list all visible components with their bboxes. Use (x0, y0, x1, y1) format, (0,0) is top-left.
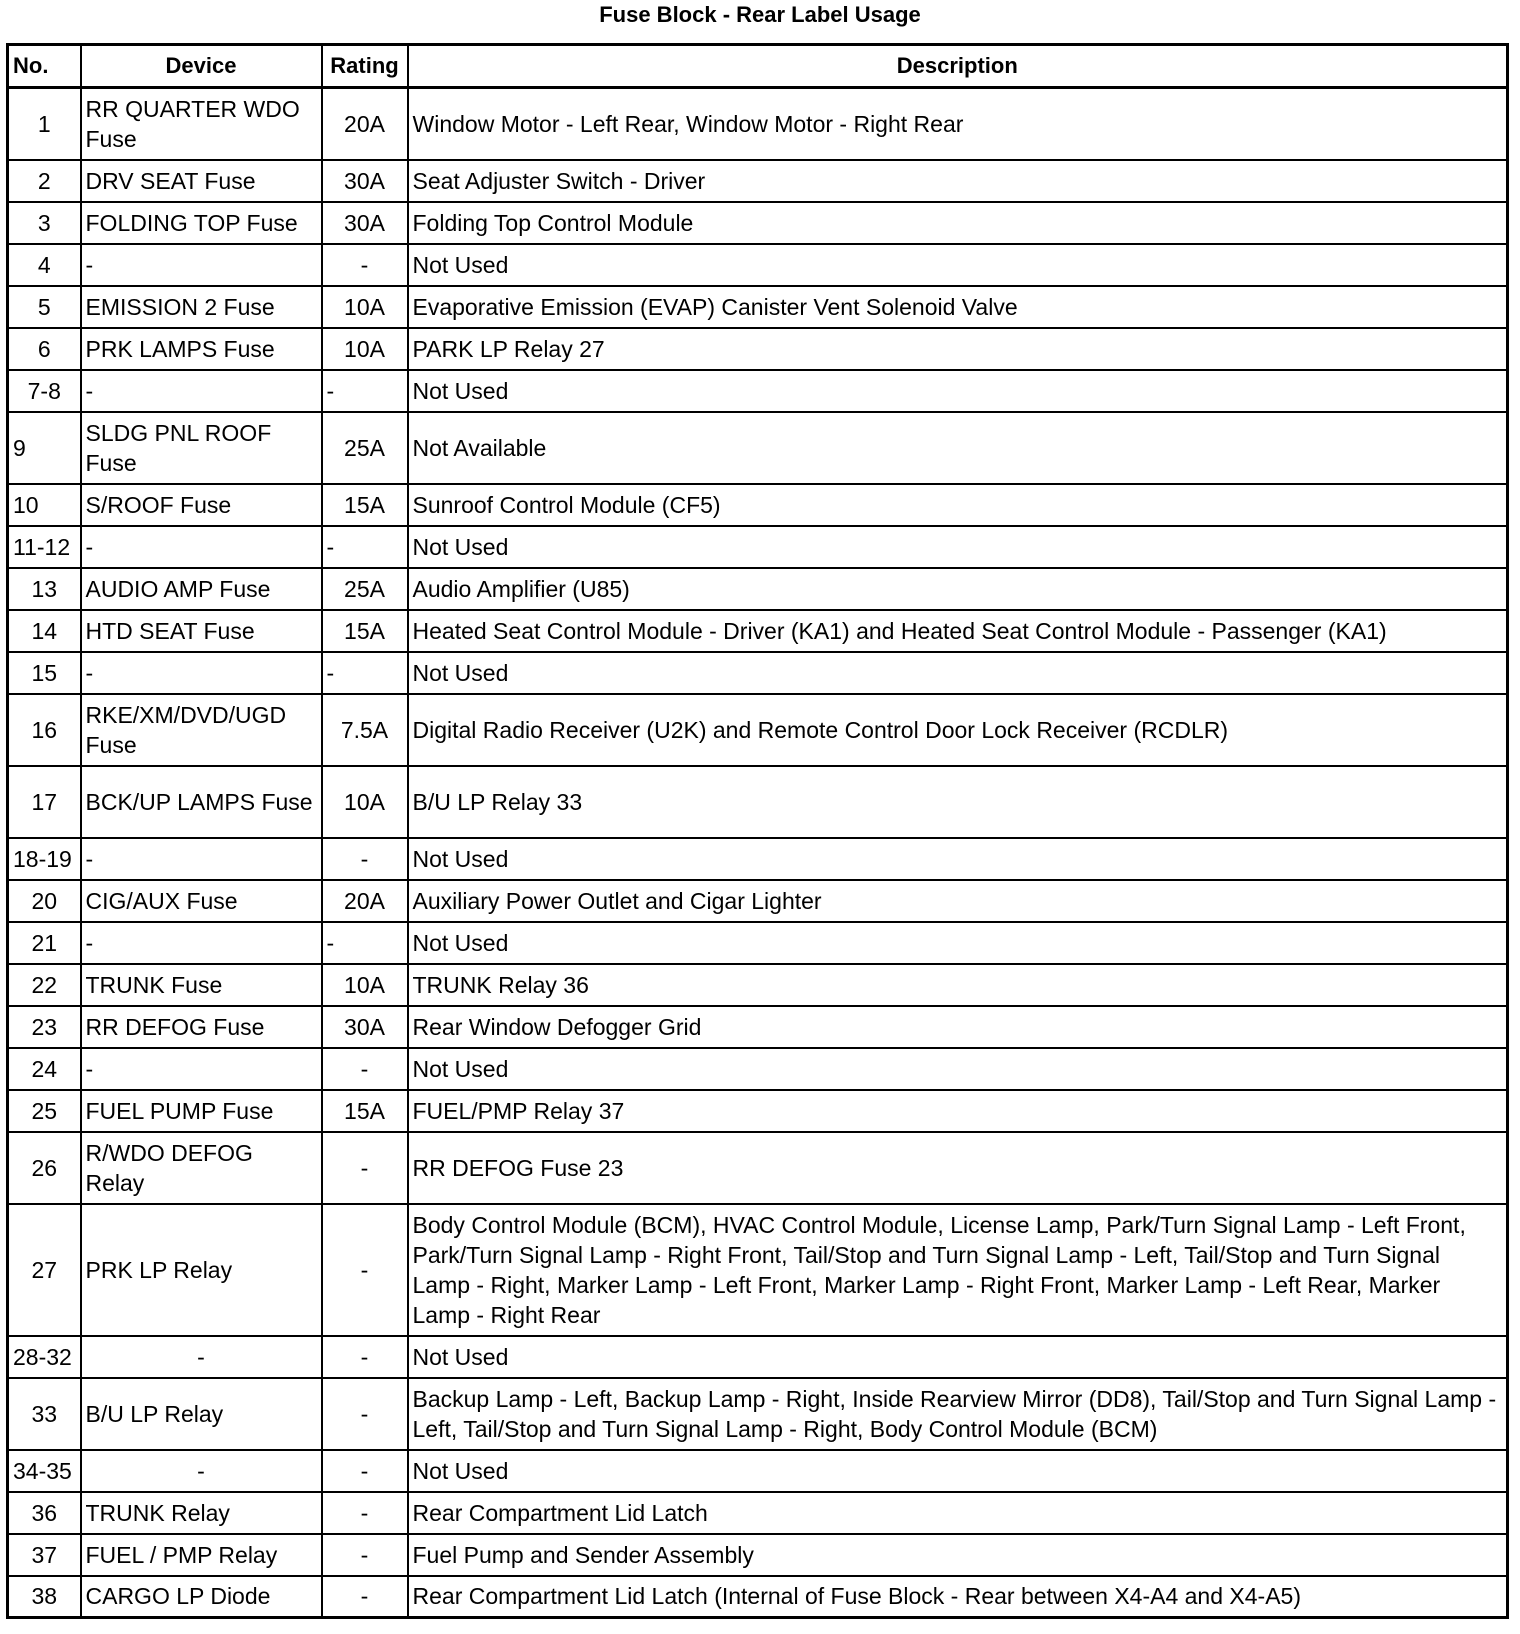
cell-device: AUDIO AMP Fuse (81, 568, 322, 610)
cell-no: 16 (8, 694, 81, 766)
header-row (8, 45, 1508, 88)
table-row (8, 1378, 1508, 1450)
cell-description: Not Used (408, 838, 1508, 880)
table-title: Fuse Block - Rear Label Usage (599, 2, 921, 27)
table-row (8, 202, 1508, 244)
table-row (8, 1450, 1508, 1492)
table-row (8, 694, 1508, 766)
cell-rating: - (322, 652, 408, 694)
cell-no: 28-32 (8, 1336, 81, 1378)
cell-rating: - (322, 838, 408, 880)
cell-device: - (81, 1450, 322, 1492)
cell-description: Digital Radio Receiver (U2K) and Remote Control Door Lock Receiver (RCDLR) (408, 694, 1508, 766)
cell-description: Not Used (408, 922, 1508, 964)
cell-rating: 10A (322, 766, 408, 838)
cell-no: 13 (8, 568, 81, 610)
cell-device: CIG/AUX Fuse (81, 880, 322, 922)
table-body (8, 88, 1508, 1618)
cell-no: 36 (8, 1492, 81, 1534)
cell-device: RKE/XM/DVD/UGD Fuse (81, 694, 322, 766)
cell-rating: - (322, 1048, 408, 1090)
table-row (8, 160, 1508, 202)
cell-device: HTD SEAT Fuse (81, 610, 322, 652)
cell-description: Not Used (408, 1450, 1508, 1492)
table-row (8, 1132, 1508, 1204)
cell-device: - (81, 526, 322, 568)
cell-description: RR DEFOG Fuse 23 (408, 1132, 1508, 1204)
column-header-no: No. (8, 45, 81, 88)
table-row (8, 484, 1508, 526)
cell-no: 18-19 (8, 838, 81, 880)
cell-no: 33 (8, 1378, 81, 1450)
cell-device: TRUNK Relay (81, 1492, 322, 1534)
cell-device: - (81, 370, 322, 412)
table-row (8, 766, 1508, 838)
cell-description: Fuel Pump and Sender Assembly (408, 1534, 1508, 1576)
cell-rating: 15A (322, 610, 408, 652)
cell-device: - (81, 1336, 322, 1378)
table-row (8, 412, 1508, 484)
cell-description: Not Used (408, 526, 1508, 568)
cell-rating: - (322, 1132, 408, 1204)
cell-no: 4 (8, 244, 81, 286)
cell-no: 25 (8, 1090, 81, 1132)
cell-description: Not Used (408, 370, 1508, 412)
table-row (8, 652, 1508, 694)
cell-no: 3 (8, 202, 81, 244)
cell-no: 38 (8, 1576, 81, 1618)
cell-no: 1 (8, 88, 81, 160)
table-row (8, 880, 1508, 922)
cell-rating: - (322, 370, 408, 412)
column-header-rating: Rating (322, 45, 408, 88)
cell-no: 15 (8, 652, 81, 694)
cell-rating: 7.5A (322, 694, 408, 766)
cell-description: Folding Top Control Module (408, 202, 1508, 244)
cell-description: Window Motor - Left Rear, Window Motor - Right Rear (408, 88, 1508, 160)
cell-no: 6 (8, 328, 81, 370)
cell-description: Body Control Module (BCM), HVAC Control Module, License Lamp, Park/Turn Signal Lamp - Left Front, Park/Turn Signal Lamp - Right Front, Tail/Stop and Turn Signal Lamp - Left, Tail/Stop and Turn Signal Lamp - Right, Marker Lamp - Left Front, Marker Lamp - Right Front, Marker Lamp - Left Rear, Marker Lamp - Right Rear (408, 1204, 1508, 1336)
table-row (8, 838, 1508, 880)
cell-device: - (81, 922, 322, 964)
column-header-description: Description (408, 45, 1508, 88)
cell-device: - (81, 838, 322, 880)
table-row (8, 526, 1508, 568)
cell-rating: - (322, 526, 408, 568)
cell-description: Rear Compartment Lid Latch (408, 1492, 1508, 1534)
cell-no: 21 (8, 922, 81, 964)
cell-no: 37 (8, 1534, 81, 1576)
cell-description: Rear Compartment Lid Latch (Internal of Fuse Block - Rear between X4-A4 and X4-A5) (408, 1576, 1508, 1618)
table-row (8, 370, 1508, 412)
table-row (8, 286, 1508, 328)
cell-description: Audio Amplifier (U85) (408, 568, 1508, 610)
cell-description: Not Used (408, 244, 1508, 286)
cell-device: DRV SEAT Fuse (81, 160, 322, 202)
cell-no: 20 (8, 880, 81, 922)
table-row (8, 328, 1508, 370)
cell-no: 14 (8, 610, 81, 652)
cell-no: 24 (8, 1048, 81, 1090)
cell-description: Not Used (408, 652, 1508, 694)
cell-device: CARGO LP Diode (81, 1576, 322, 1618)
cell-no: 11-12 (8, 526, 81, 568)
cell-description: TRUNK Relay 36 (408, 964, 1508, 1006)
cell-no: 26 (8, 1132, 81, 1204)
table-row (8, 964, 1508, 1006)
cell-device: TRUNK Fuse (81, 964, 322, 1006)
cell-description: B/U LP Relay 33 (408, 766, 1508, 838)
cell-rating: 20A (322, 88, 408, 160)
cell-description: Not Used (408, 1048, 1508, 1090)
table-row (8, 1534, 1508, 1576)
cell-device: - (81, 1048, 322, 1090)
cell-device: FUEL / PMP Relay (81, 1534, 322, 1576)
table-row (8, 1006, 1508, 1048)
cell-no: 27 (8, 1204, 81, 1336)
cell-no: 5 (8, 286, 81, 328)
fuse-table (6, 43, 1509, 1619)
cell-rating: 30A (322, 160, 408, 202)
cell-description: PARK LP Relay 27 (408, 328, 1508, 370)
cell-rating: - (322, 1450, 408, 1492)
table-row (8, 1048, 1508, 1090)
cell-description: Heated Seat Control Module - Driver (KA1) and Heated Seat Control Module - Passenger (KA1) (408, 610, 1508, 652)
table-row (8, 568, 1508, 610)
cell-description: Seat Adjuster Switch - Driver (408, 160, 1508, 202)
table-row (8, 922, 1508, 964)
table-row (8, 1492, 1508, 1534)
cell-no: 9 (8, 412, 81, 484)
cell-device: SLDG PNL ROOF Fuse (81, 412, 322, 484)
cell-device: PRK LAMPS Fuse (81, 328, 322, 370)
table-row (8, 1204, 1508, 1336)
cell-description: Not Used (408, 1336, 1508, 1378)
cell-description: Not Available (408, 412, 1508, 484)
cell-description: Sunroof Control Module (CF5) (408, 484, 1508, 526)
cell-device: PRK LP Relay (81, 1204, 322, 1336)
cell-device: EMISSION 2 Fuse (81, 286, 322, 328)
cell-rating: 15A (322, 484, 408, 526)
cell-device: - (81, 652, 322, 694)
table-row (8, 88, 1508, 160)
cell-device: S/ROOF Fuse (81, 484, 322, 526)
cell-rating: - (322, 922, 408, 964)
cell-rating: - (322, 1534, 408, 1576)
cell-no: 7-8 (8, 370, 81, 412)
cell-rating: - (322, 1576, 408, 1618)
cell-device: - (81, 244, 322, 286)
cell-no: 22 (8, 964, 81, 1006)
cell-device: FOLDING TOP Fuse (81, 202, 322, 244)
cell-description: Evaporative Emission (EVAP) Canister Vent Solenoid Valve (408, 286, 1508, 328)
table-row (8, 610, 1508, 652)
cell-rating: - (322, 244, 408, 286)
cell-rating: - (322, 1492, 408, 1534)
cell-rating: 20A (322, 880, 408, 922)
cell-device: R/WDO DEFOG Relay (81, 1132, 322, 1204)
cell-rating: - (322, 1378, 408, 1450)
cell-device: RR DEFOG Fuse (81, 1006, 322, 1048)
table-header (8, 45, 1508, 88)
cell-rating: 30A (322, 202, 408, 244)
cell-no: 23 (8, 1006, 81, 1048)
cell-description: Backup Lamp - Left, Backup Lamp - Right, Inside Rearview Mirror (DD8), Tail/Stop and Turn Signal Lamp - Left, Tail/Stop and Turn Signal Lamp - Right, Body Control Module (BCM) (408, 1378, 1508, 1450)
cell-device: FUEL PUMP Fuse (81, 1090, 322, 1132)
cell-device: B/U LP Relay (81, 1378, 322, 1450)
column-header-device: Device (81, 45, 322, 88)
cell-rating: 10A (322, 964, 408, 1006)
cell-rating: - (322, 1336, 408, 1378)
cell-no: 34-35 (8, 1450, 81, 1492)
table-row (8, 1576, 1508, 1618)
table-row (8, 1336, 1508, 1378)
cell-device: BCK/UP LAMPS Fuse (81, 766, 322, 838)
cell-rating: 15A (322, 1090, 408, 1132)
cell-rating: 25A (322, 412, 408, 484)
cell-rating: - (322, 1204, 408, 1336)
cell-no: 2 (8, 160, 81, 202)
table-row (8, 1090, 1508, 1132)
cell-description: Rear Window Defogger Grid (408, 1006, 1508, 1048)
cell-rating: 30A (322, 1006, 408, 1048)
cell-description: FUEL/PMP Relay 37 (408, 1090, 1508, 1132)
cell-rating: 10A (322, 286, 408, 328)
cell-no: 17 (8, 766, 81, 838)
table-row (8, 244, 1508, 286)
cell-description: Auxiliary Power Outlet and Cigar Lighter (408, 880, 1508, 922)
cell-device: RR QUARTER WDO Fuse (81, 88, 322, 160)
cell-no: 10 (8, 484, 81, 526)
cell-rating: 25A (322, 568, 408, 610)
cell-rating: 10A (322, 328, 408, 370)
